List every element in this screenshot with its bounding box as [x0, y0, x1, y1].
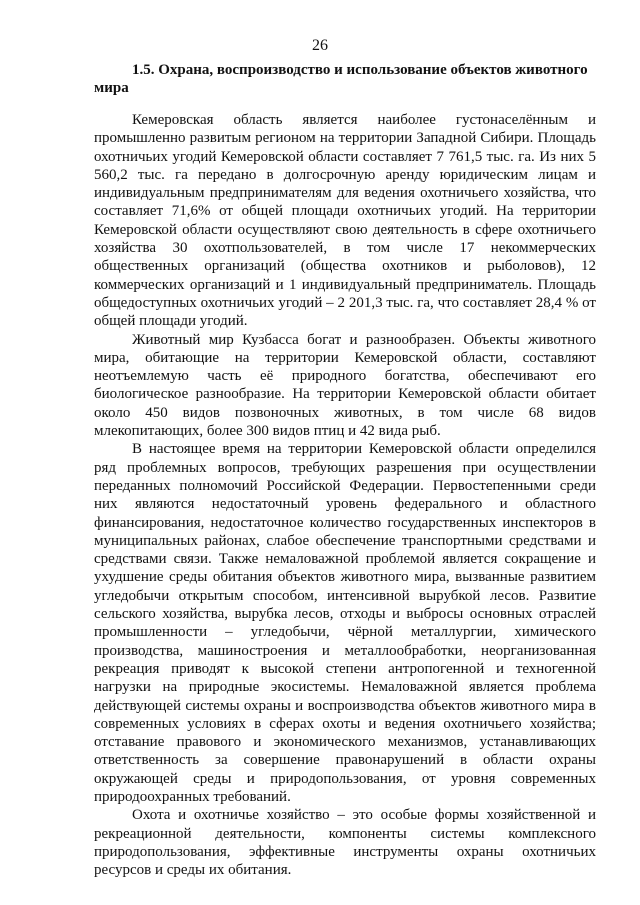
paragraph: Кемеровская область является наиболее густонаселённым и промышленно развитым регионом на территории Западной Сибири. Площадь охотничьих угодий Кемеровской области составляет 7 761,5 тыс. га. Из них 5 560,2 тыс. га передано в долгосрочную аренду юридическим лицам и индивидуальным предпринимателям для ведения охотничьего хозяйства, что составляет 71,6% от общей площади охотничьих угодий. На территории Кемеровской области осуществляют свою деятельность в сфере охотничьего хозяйства 30 охотпользователей, в том числе 17 некоммерческих общественных организаций (общества охотников и рыболовов), 12 коммерческих организаций и 1 индивидуальный предприниматель. Площадь общедоступных охотничьих угодий – 2 201,3 тыс. га, что составляет 28,4 % от общей площади угодий.: [94, 112, 596, 330]
paragraph: В настоящее время на территории Кемеровской области определился ряд проблемных вопросов, требующих разрешения при осуществлении переданных полномочий Российской Федерации. Первостепенными среди них являются недостаточный уровень федерального и областного финансирования, недостаточное количество государственных инспекторов в муниципальных районах, слабое обеспечение транспортными средствами и средствами связи. Также немаловажной проблемой является сокращение и ухудшение среды обитания объектов животного мира, вызванные развитием угледобычи открытым способом, интенсивной вырубкой лесов. Развитие сельского хозяйства, вырубка лесов, отходы и выбросы основных отраслей промышленности – угледобычи, чёрной металлургии, химического производства, машиностроения и металлообработки, неорганизованная рекреация приводят к высокой степени антропогенной и техногенной нагрузки на природные экосистемы. Немаловажной является проблема действующей системы охраны и воспроизводства объектов животного мира в современных условиях в сферах охоты и ведения охотничьего хозяйства; отставание правового и экономического механизмов, устанавливающих ответственность за совершение правонарушений в области охраны окружающей среды и природопользования, от уровня современных природоохранных требований.: [94, 441, 596, 805]
section-heading: 1.5. Охрана, воспроизводство и использование объектов животного мира: [94, 62, 588, 96]
body-text: [94, 111, 596, 879]
page-number: 26: [312, 37, 328, 54]
paragraph: Охота и охотничье хозяйство – это особые формы хозяйственной и рекреационной деятельности, компоненты системы комплексного природопользования, эффективные инструменты охраны охотничьих ресурсов и среды их обитания.: [94, 807, 596, 879]
paragraph: Животный мир Кузбасса богат и разнообразен. Объекты животного мира, обитающие на территории Кемеровской области, составляют неотъемлемую часть её природного богатства, обеспечивают его биологическое разнообразие. На территории Кемеровской области обитает около 450 видов позвоночных животных, в том числе 68 видов млекопитающих, более 300 видов птиц и 42 вида рыб.: [94, 331, 596, 440]
